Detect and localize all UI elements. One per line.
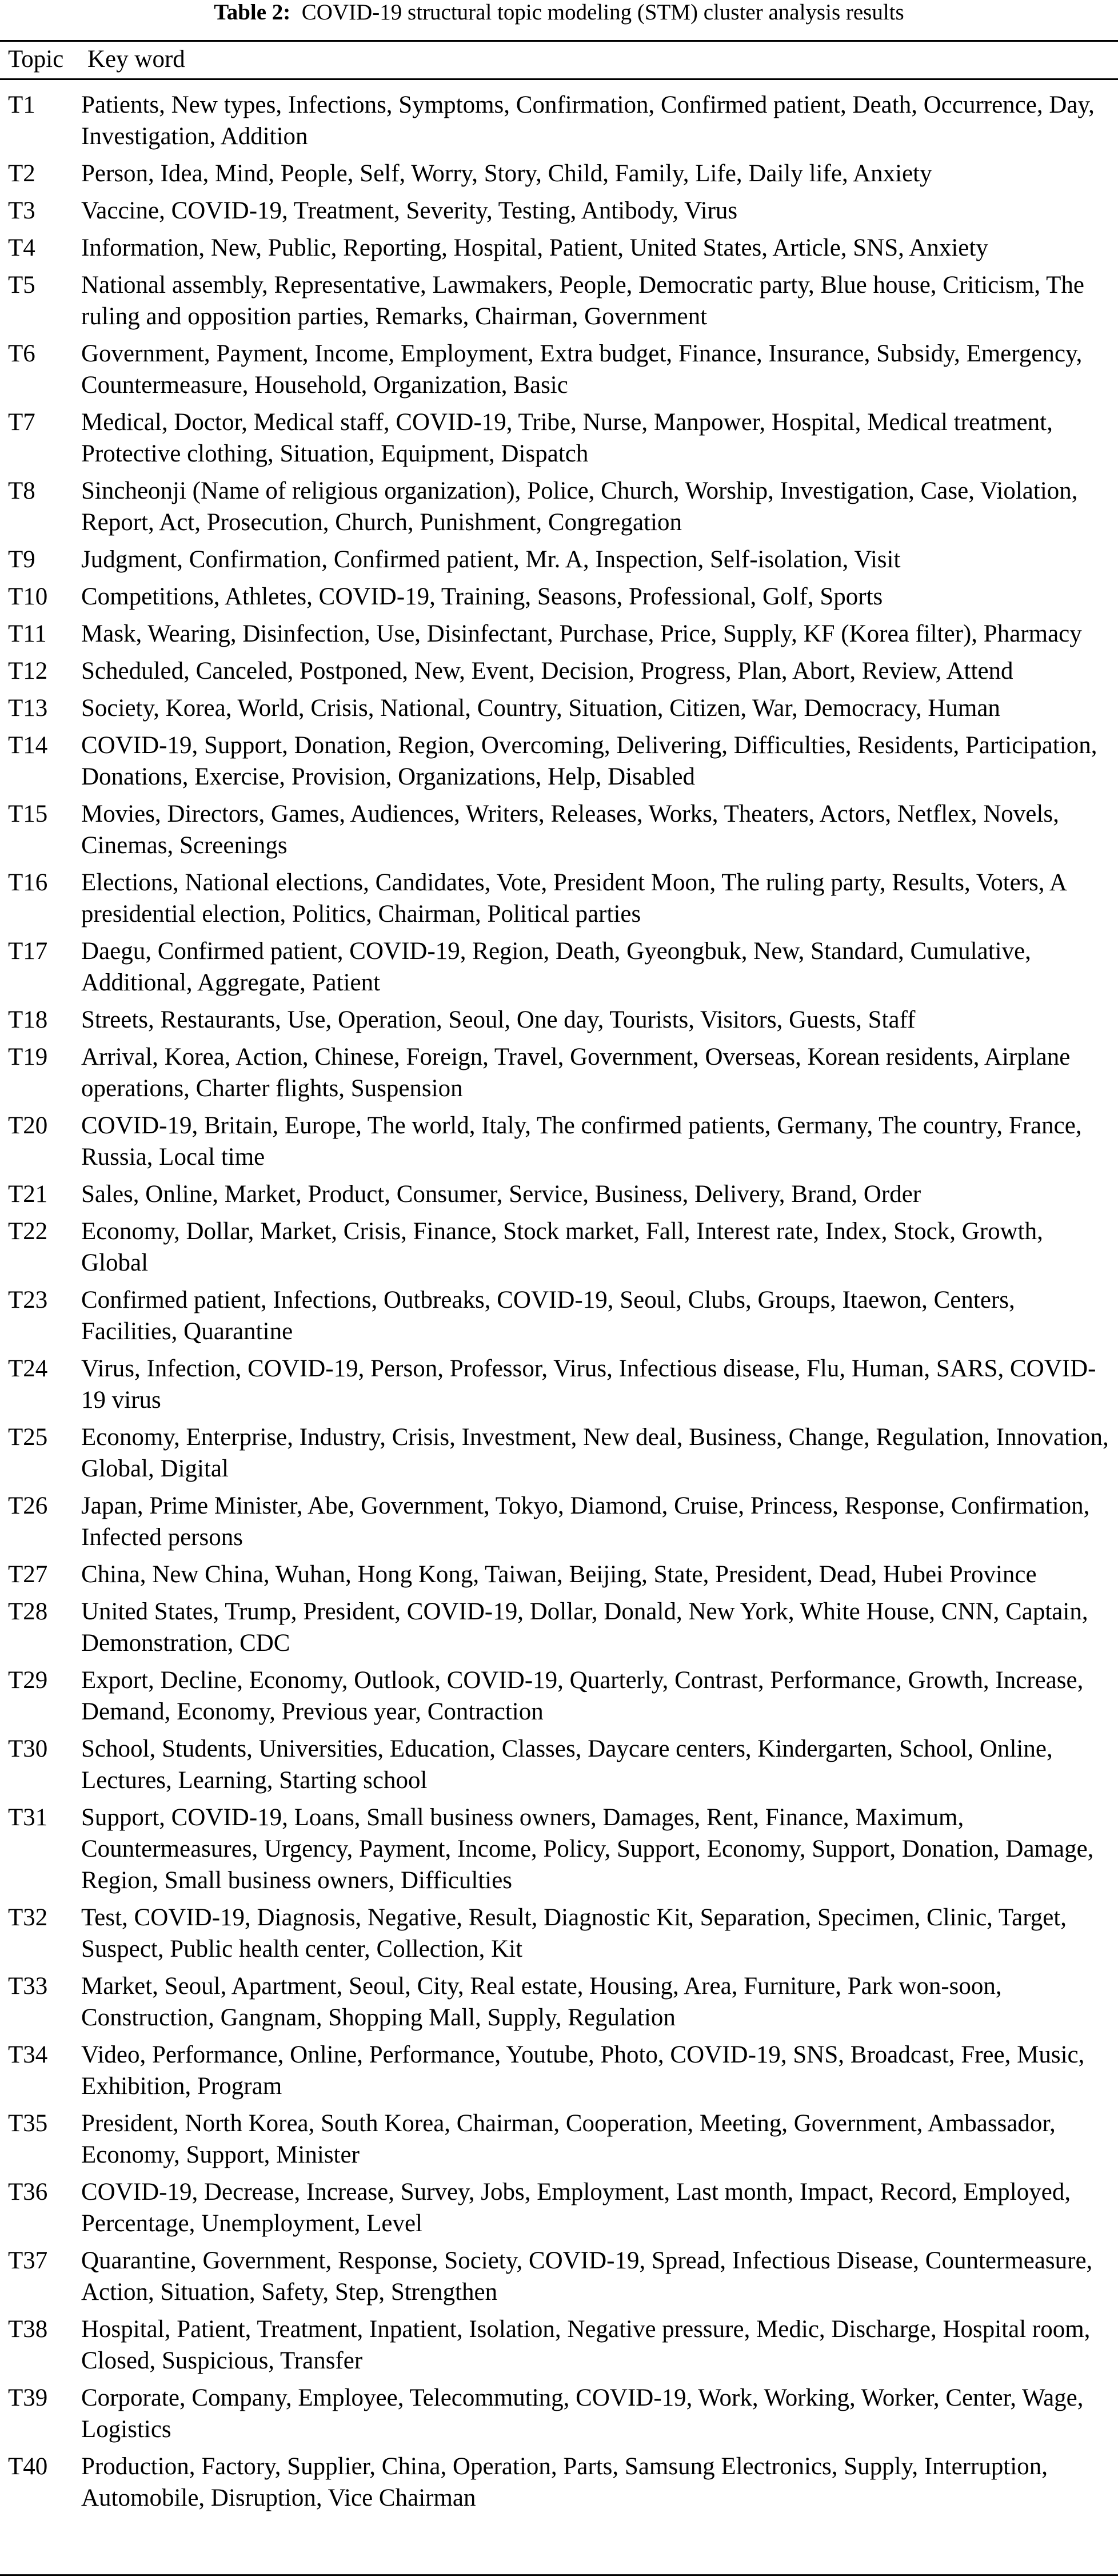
table-caption-label: Table 2:	[214, 0, 291, 25]
column-header-topic: Topic	[8, 46, 64, 73]
keywords-cell: Hospital, Patient, Treatment, Inpatient, Isolation, Negative pressure, Medic, Discharge, Hospital room, Closed, Suspicious, Transfer	[81, 2316, 1091, 2374]
keywords-cell: Production, Factory, Supplier, China, Operation, Parts, Samsung Electronics, Supply, Interruption, Automobile, Disruption, Vice Chairman	[81, 2453, 1048, 2511]
keywords-cell: Support, COVID-19, Loans, Small business owners, Damages, Rent, Finance, Maximum, Countermeasures, Urgency, Payment, Income, Policy, Support, Economy, Support, Donation, Damage, Region, Small business owners, Difficulties	[81, 1804, 1094, 1894]
keywords-cell: Competitions, Athletes, COVID-19, Training, Seasons, Professional, Golf, Sports	[81, 583, 883, 610]
table-row	[0, 2379, 1118, 2448]
topic-id-cell: T13	[8, 695, 48, 722]
keywords-cell: Government, Payment, Income, Employment, Extra budget, Finance, Insurance, Subsidy, Emergency, Countermeasure, Household, Organization, Basic	[81, 340, 1083, 399]
table-row	[0, 86, 1118, 155]
keywords-cell: Quarantine, Government, Response, Society, COVID-19, Spread, Infectious Disease, Countermeasure, Action, Situation, Safety, Step, Strengthen	[81, 2247, 1093, 2306]
keywords-cell: Test, COVID-19, Diagnosis, Negative, Result, Diagnostic Kit, Separation, Specimen, Clinic, Target, Suspect, Public health center, Collection, Kit	[81, 1904, 1067, 1962]
table-row	[0, 1799, 1118, 1899]
keywords-cell: National assembly, Representative, Lawmakers, People, Democratic party, Blue house, Criticism, The ruling and opposition parties, Remarks, Chairman, Government	[81, 272, 1084, 330]
table-caption	[0, 0, 1118, 24]
table-row	[0, 1213, 1118, 1281]
keywords-cell: Judgment, Confirmation, Confirmed patient, Mr. A, Inspection, Self-isolation, Visit	[81, 546, 901, 573]
keywords-cell: United States, Trump, President, COVID-19, Dollar, Donald, New York, White House, CNN, Captain, Demonstration, CDC	[81, 1598, 1088, 1657]
topic-id-cell: T35	[8, 2110, 48, 2137]
topic-id-cell: T28	[8, 1598, 48, 1625]
topic-id-cell: T40	[8, 2453, 48, 2480]
keywords-cell: Arrival, Korea, Action, Chinese, Foreign, Travel, Government, Overseas, Korean residents, Airplane operations, Charter flights, Suspension	[81, 1044, 1071, 1102]
topic-id-cell: T20	[8, 1112, 48, 1139]
topic-id-cell: T6	[8, 340, 35, 367]
table-row	[0, 1556, 1118, 1593]
keywords-cell: Economy, Dollar, Market, Crisis, Finance, Stock market, Fall, Interest rate, Index, Stock, Growth, Global	[81, 1218, 1043, 1276]
table-row	[0, 1662, 1118, 1730]
topic-table-body	[0, 86, 1118, 2517]
topic-id-cell: T23	[8, 1287, 48, 1313]
keywords-cell: School, Students, Universities, Education, Classes, Daycare centers, Kindergarten, School, Online, Lectures, Learning, Starting school	[81, 1735, 1053, 1794]
keywords-cell: Sales, Online, Market, Product, Consumer, Service, Business, Delivery, Brand, Order	[81, 1181, 921, 1208]
topic-id-cell: T12	[8, 658, 48, 684]
topic-id-cell: T1	[8, 91, 35, 118]
keywords-cell: Economy, Enterprise, Industry, Crisis, Investment, New deal, Business, Change, Regulation, Innovation, Global, Digital	[81, 1424, 1109, 1482]
topic-id-cell: T11	[8, 620, 47, 647]
topic-id-cell: T10	[8, 583, 48, 610]
keywords-cell: Elections, National elections, Candidates, Vote, President Moon, The ruling party, Results, Voters, A presidential election, Politics, Chairman, Political parties	[81, 869, 1066, 927]
table-row	[0, 192, 1118, 229]
topic-id-cell: T16	[8, 869, 48, 896]
table-row	[0, 933, 1118, 1001]
table-row	[0, 1730, 1118, 1799]
table-row	[0, 229, 1118, 266]
table-row	[0, 404, 1118, 472]
topic-id-cell: T17	[8, 938, 48, 965]
top-rule	[0, 40, 1118, 42]
table-row	[0, 472, 1118, 541]
topic-id-cell: T30	[8, 1735, 48, 1762]
table-row	[0, 155, 1118, 192]
table-row	[0, 795, 1118, 864]
table-row	[0, 2242, 1118, 2311]
keywords-cell: Virus, Infection, COVID-19, Person, Professor, Virus, Infectious disease, Flu, Human, SARS, COVID-19 virus	[81, 1355, 1096, 1414]
table-row	[0, 1350, 1118, 1419]
keywords-cell: COVID-19, Decrease, Increase, Survey, Jobs, Employment, Last month, Impact, Record, Employed, Percentage, Unemployment, Level	[81, 2179, 1071, 2237]
keywords-cell: Japan, Prime Minister, Abe, Government, Tokyo, Diamond, Cruise, Princess, Response, Confirmation, Infected persons	[81, 1492, 1090, 1551]
keywords-cell: Confirmed patient, Infections, Outbreaks, COVID-19, Seoul, Clubs, Groups, Itaewon, Centers, Facilities, Quarantine	[81, 1287, 1015, 1345]
keywords-cell: Mask, Wearing, Disinfection, Use, Disinfectant, Purchase, Price, Supply, KF (Korea filter), Pharmacy	[81, 620, 1082, 647]
table-row	[0, 1593, 1118, 1662]
topic-id-cell: T2	[8, 160, 35, 187]
table-row	[0, 1038, 1118, 1107]
keywords-cell: Information, New, Public, Reporting, Hospital, Patient, United States, Article, SNS, Anxiety	[81, 234, 988, 261]
topic-id-cell: T25	[8, 1424, 48, 1451]
topic-id-cell: T3	[8, 197, 35, 224]
topic-id-cell: T7	[8, 409, 35, 436]
topic-id-cell: T36	[8, 2179, 48, 2205]
table-row	[0, 1176, 1118, 1213]
table-row	[0, 1107, 1118, 1176]
keywords-cell: President, North Korea, South Korea, Chairman, Cooperation, Meeting, Government, Ambassador, Economy, Support, Minister	[81, 2110, 1056, 2168]
keywords-cell: Streets, Restaurants, Use, Operation, Seoul, One day, Tourists, Visitors, Guests, Staff	[81, 1006, 916, 1033]
table-row	[0, 2311, 1118, 2379]
table-row	[0, 615, 1118, 652]
table-row	[0, 266, 1118, 335]
topic-id-cell: T9	[8, 546, 35, 573]
table-row	[0, 864, 1118, 933]
keywords-cell: Export, Decline, Economy, Outlook, COVID-19, Quarterly, Contrast, Performance, Growth, Increase, Demand, Economy, Previous year, Contraction	[81, 1667, 1084, 1725]
topic-id-cell: T19	[8, 1044, 48, 1070]
table-row	[0, 1281, 1118, 1350]
keywords-cell: Corporate, Company, Employee, Telecommuting, COVID-19, Work, Working, Worker, Center, Wage, Logistics	[81, 2384, 1084, 2443]
keywords-cell: Movies, Directors, Games, Audiences, Writers, Releases, Works, Theaters, Actors, Netflex, Novels, Cinemas, Screenings	[81, 801, 1059, 859]
keywords-cell: Market, Seoul, Apartment, Seoul, City, Real estate, Housing, Area, Furniture, Park won-soon, Construction, Gangnam, Shopping Mall, Supply, Regulation	[81, 1973, 1002, 2031]
topic-id-cell: T26	[8, 1492, 48, 1519]
keywords-cell: COVID-19, Britain, Europe, The world, Italy, The confirmed patients, Germany, The country, France, Russia, Local time	[81, 1112, 1082, 1170]
table-row	[0, 1001, 1118, 1038]
topic-id-cell: T4	[8, 234, 35, 261]
keywords-cell: Video, Performance, Online, Performance, Youtube, Photo, COVID-19, SNS, Broadcast, Free, Music, Exhibition, Program	[81, 2041, 1085, 2100]
table-row	[0, 541, 1118, 578]
header-rule	[0, 78, 1118, 80]
topic-id-cell: T27	[8, 1561, 48, 1588]
table-row	[0, 335, 1118, 404]
keywords-cell: Person, Idea, Mind, People, Self, Worry, Story, Child, Family, Life, Daily life, Anxiety	[81, 160, 932, 187]
table-row	[0, 727, 1118, 795]
keywords-cell: China, New China, Wuhan, Hong Kong, Taiwan, Beijing, State, President, Dead, Hubei Province	[81, 1561, 1037, 1588]
keywords-cell: Society, Korea, World, Crisis, National, Country, Situation, Citizen, War, Democracy, Human	[81, 695, 1000, 722]
topic-id-cell: T21	[8, 1181, 48, 1208]
table-row	[0, 652, 1118, 690]
table-row	[0, 2448, 1118, 2517]
keywords-cell: Daegu, Confirmed patient, COVID-19, Region, Death, Gyeongbuk, New, Standard, Cumulative, Additional, Aggregate, Patient	[81, 938, 1031, 996]
keywords-cell: Vaccine, COVID-19, Treatment, Severity, Testing, Antibody, Virus	[81, 197, 738, 224]
table-row	[0, 1899, 1118, 1968]
topic-id-cell: T15	[8, 801, 48, 827]
topic-id-cell: T39	[8, 2384, 48, 2411]
column-header-keywords: Key word	[87, 46, 185, 73]
topic-id-cell: T32	[8, 1904, 48, 1931]
topic-id-cell: T5	[8, 272, 35, 298]
table-caption-text: COVID-19 structural topic modeling (STM) cluster analysis results	[301, 0, 904, 25]
keywords-cell: Medical, Doctor, Medical staff, COVID-19, Tribe, Nurse, Manpower, Hospital, Medical treatment, Protective clothing, Situation, Equipment, Dispatch	[81, 409, 1053, 467]
topic-id-cell: T31	[8, 1804, 48, 1831]
topic-id-cell: T24	[8, 1355, 48, 1382]
topic-id-cell: T8	[8, 477, 35, 504]
topic-table	[0, 86, 1118, 2517]
table-row	[0, 2105, 1118, 2173]
keywords-cell: COVID-19, Support, Donation, Region, Overcoming, Delivering, Difficulties, Residents, Participation, Donations, Exercise, Provision, Organizations, Help, Disabled	[81, 732, 1097, 790]
table-row	[0, 578, 1118, 615]
topic-id-cell: T22	[8, 1218, 48, 1245]
topic-id-cell: T33	[8, 1973, 48, 2000]
table-row	[0, 1968, 1118, 2036]
table-row	[0, 690, 1118, 727]
table-row	[0, 1487, 1118, 1556]
topic-id-cell: T29	[8, 1667, 48, 1694]
topic-id-cell: T18	[8, 1006, 48, 1033]
keywords-cell: Patients, New types, Infections, Symptoms, Confirmation, Confirmed patient, Death, Occurrence, Day, Investigation, Addition	[81, 91, 1095, 150]
table-row	[0, 1419, 1118, 1487]
keywords-cell: Sincheonji (Name of religious organization), Police, Church, Worship, Investigation, Case, Violation, Report, Act, Prosecution, Church, Punishment, Congregation	[81, 477, 1078, 536]
table-row	[0, 2173, 1118, 2242]
topic-id-cell: T37	[8, 2247, 48, 2274]
topic-id-cell: T38	[8, 2316, 48, 2343]
topic-id-cell: T14	[8, 732, 48, 759]
keywords-cell: Scheduled, Canceled, Postponed, New, Event, Decision, Progress, Plan, Abort, Review, Attend	[81, 658, 1013, 684]
topic-id-cell: T34	[8, 2041, 48, 2068]
table-row	[0, 2036, 1118, 2105]
